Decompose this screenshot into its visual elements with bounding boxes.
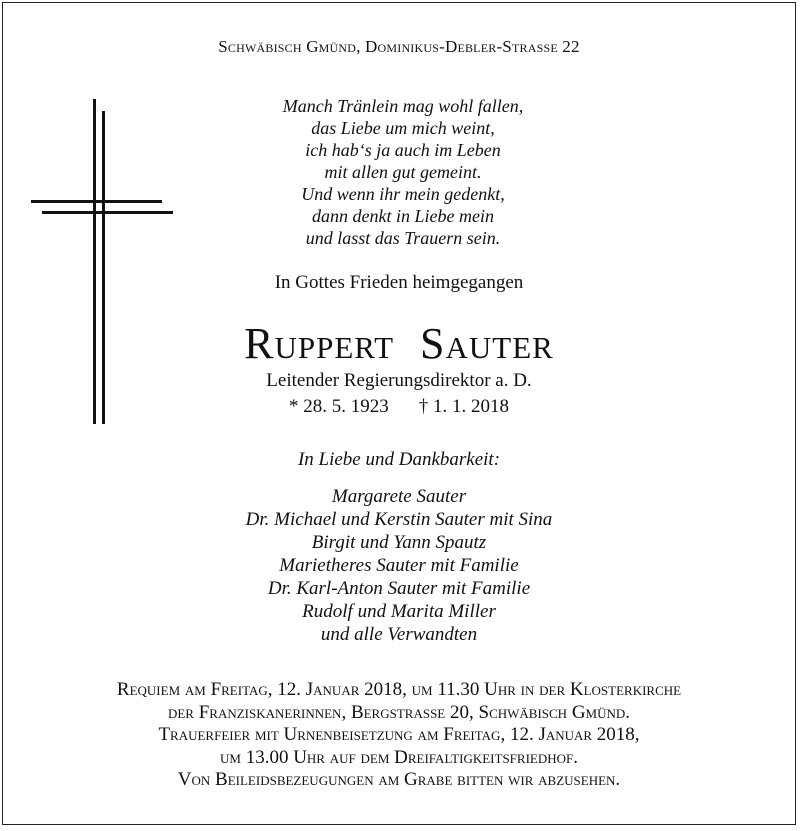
gratitude-heading: In Liebe und Dankbarkeit: bbox=[297, 449, 501, 470]
poem-line: Und wenn ihr mein gedenkt, bbox=[301, 184, 505, 204]
address-header: Schwäbisch Gmünd, Dominikus-Debler-Strasse 22 bbox=[218, 37, 580, 56]
deceased-name: Ruppert Sauter bbox=[244, 319, 554, 368]
service-notice bbox=[3, 679, 795, 792]
intro-text: In Gottes Frieden heimgegangen bbox=[274, 272, 524, 293]
poem-line: das Liebe um mich weint, bbox=[311, 118, 495, 138]
notice-line: Requiem am Freitag, 12. Januar 2018, um 11.30 Uhr in der Klosterkirche bbox=[116, 679, 682, 700]
deceased-title: Leitender Regierungsdirektor a. D. bbox=[266, 370, 532, 391]
poem-line: und lasst das Trauern sein. bbox=[305, 228, 501, 248]
mourner-entry: Rudolf und Marita Miller bbox=[302, 601, 496, 622]
cross-horizontal-bar bbox=[31, 200, 162, 203]
notice-line: Von Beileidsbezeugungen am Grabe bitten wir abzusehen. bbox=[177, 769, 621, 790]
notice-line: um 13.00 Uhr auf dem Dreifaltigkeitsfriedhof. bbox=[220, 746, 578, 768]
mourner-entry: und alle Verwandten bbox=[320, 624, 478, 645]
cross-horizontal-bar bbox=[42, 211, 173, 214]
mourner-entry: Margarete Sauter bbox=[331, 486, 467, 507]
poem-line: Manch Tränlein mag wohl fallen, bbox=[282, 96, 524, 116]
poem-line: ich hab‘s ja auch im Leben bbox=[305, 140, 501, 160]
mourners-list bbox=[3, 485, 795, 646]
poem-line: mit allen gut gemeint. bbox=[324, 162, 482, 182]
mourner-entry: Dr. Michael und Kerstin Sauter mit Sina bbox=[245, 509, 553, 530]
mourner-entry: Birgit und Yann Spautz bbox=[311, 532, 487, 553]
birth-date: * 28. 5. 1923 bbox=[289, 396, 389, 417]
notice-line: Trauerfeier mit Urnenbeisetzung am Freitag, 12. Januar 2018, bbox=[158, 724, 640, 745]
mourner-entry: Marietheres Sauter mit Familie bbox=[279, 555, 519, 576]
life-dates bbox=[3, 396, 795, 418]
mourner-entry: Dr. Karl-Anton Sauter mit Familie bbox=[267, 578, 531, 599]
notice-line: der Franziskanerinnen, Bergstrasse 20, Schwäbisch Gmünd. bbox=[167, 701, 631, 723]
poem bbox=[203, 95, 603, 249]
death-date: † 1. 1. 2018 bbox=[418, 396, 509, 417]
obituary-notice bbox=[2, 2, 796, 825]
poem-line: dann denkt in Liebe mein bbox=[312, 206, 494, 226]
